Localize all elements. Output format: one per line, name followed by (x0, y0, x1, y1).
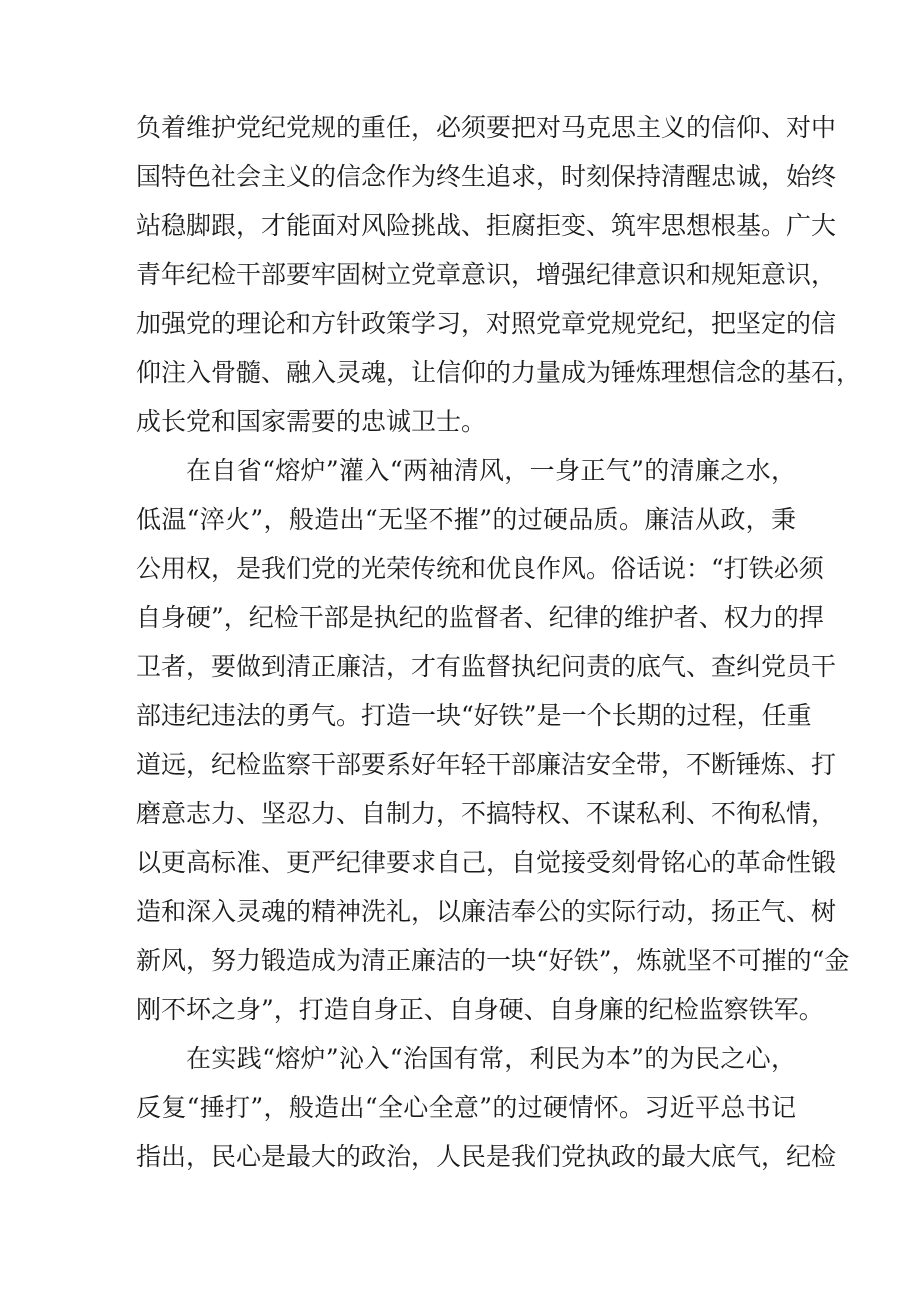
text-line-20: 在实践“熔炉”沁入“治国有常，利民为本”的为民之心， (186, 1044, 796, 1073)
text-line-17: 造和深入灵魂的精神洗礼，以廉洁奉公的实际行动，扬正气、树 (136, 897, 837, 926)
text-line-7: 成长党和国家需要的忠诚卫士。 (136, 407, 487, 436)
text-line-13: 部违纪违法的勇气。打造一块“好铁”是一个长期的过程，任重 (136, 701, 812, 730)
text-line-10: 公用权，是我们党的光荣传统和优良作风。俗话说：“打铁必须 (136, 554, 824, 583)
text-line-21: 反复“捶打”，般造出“全心全意”的过硬情怀。习近平总书记 (136, 1093, 796, 1122)
text-line-2: 国特色社会主义的信念作为终生追求，时刻保持清醒忠诚，始终 (136, 162, 837, 191)
text-line-1: 负着维护党纪党规的重任，必须要把对马克思主义的信仰、对中 (136, 113, 837, 142)
text-line-3: 站稳脚跟，才能面对风险挑战、拒腐拒变、筑牢思想根基。广大 (136, 211, 837, 240)
text-line-12: 卫者，要做到清正廉洁，才有监督执纪问责的底气、查纠党员干 (136, 652, 837, 681)
text-line-5: 加强党的理论和方针政策学习，对照党章党规党纪，把坚定的信 (136, 309, 837, 338)
text-line-8: 在自省“熔炉”灌入“两袖清风，一身正气”的清廉之水， (186, 456, 796, 485)
text-line-6: 仰注入骨髓、融入灵魂，让信仰的力量成为锤炼理想信念的基石， (136, 358, 862, 387)
text-line-15: 磨意志力、坚忍力、自制力，不搞特权、不谋私利、不徇私情， (136, 799, 837, 828)
text-line-18: 新风，努力锻造成为清正廉洁的一块“好铁”，炼就坚不可摧的“金 (136, 946, 850, 975)
text-line-16: 以更高标准、更严纪律要求自己，自觉接受刻骨铭心的革命性锻 (136, 848, 837, 877)
text-line-11: 自身硬”，纪检干部是执纪的监督者、纪律的维护者、权力的捍 (136, 603, 824, 632)
text-line-19: 刚不坏之身”，打造自身正、自身硬、自身廉的纪检监察铁军。 (136, 995, 824, 1024)
text-line-4: 青年纪检干部要牢固树立党章意识，增强纪律意识和规矩意识， (136, 260, 837, 289)
text-line-9: 低温“淬火”，般造出“无坚不摧”的过硬品质。廉洁从政，秉 (136, 505, 796, 534)
text-line-14: 道远，纪检监察干部要系好年轻干部廉洁安全带，不断锤炼、打 (136, 750, 837, 779)
text-line-22: 指出，民心是最大的政治，人民是我们党执政的最大底气，纪检 (136, 1142, 837, 1171)
